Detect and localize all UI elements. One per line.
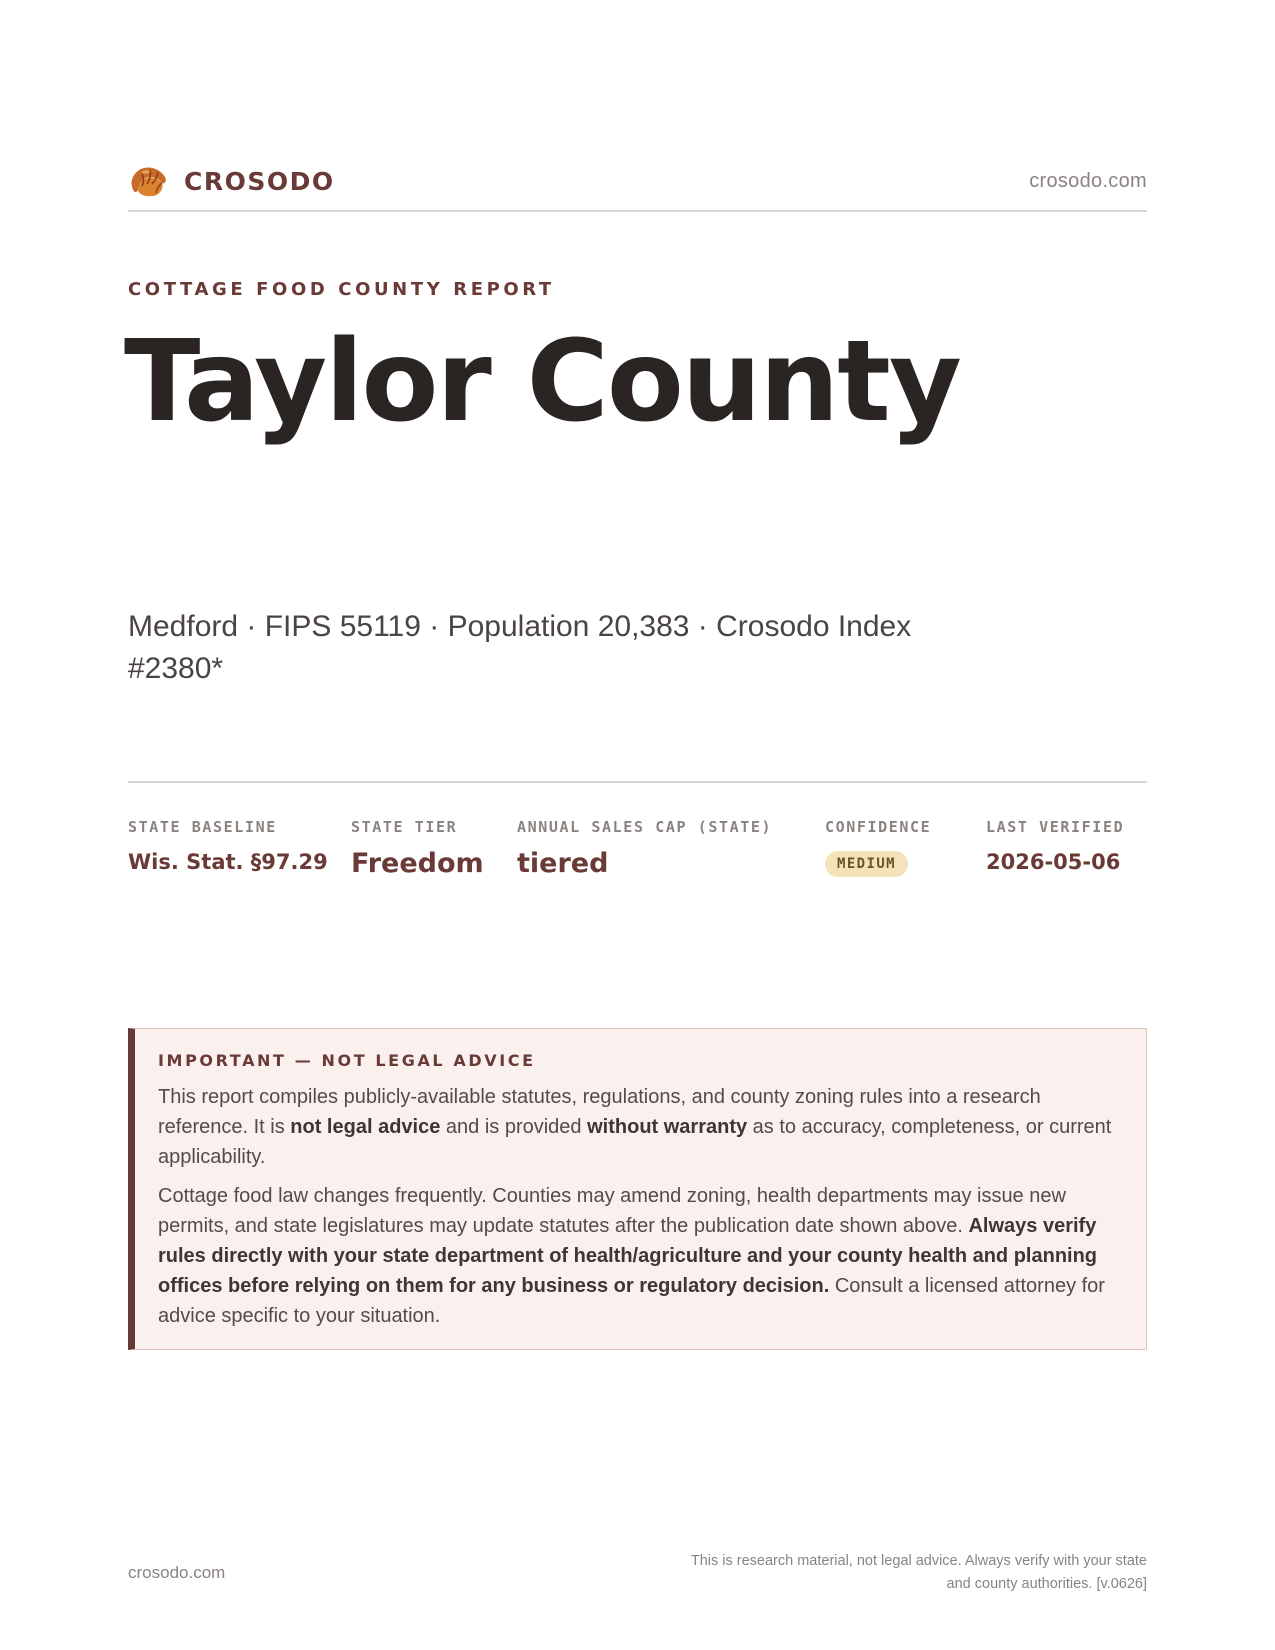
header bbox=[128, 158, 1147, 204]
notice-emphasis: not legal advice bbox=[290, 1116, 441, 1138]
footer-disclaimer bbox=[627, 1550, 1147, 1596]
brand[interactable] bbox=[128, 162, 335, 200]
stat-value: 2026-05-06 bbox=[986, 850, 1121, 874]
legal-notice bbox=[128, 1028, 1147, 1350]
stat-value: Freedom bbox=[351, 848, 484, 879]
county-subtitle: Medford · FIPS 55119 · Population 20,383 · Crosodo Index #2380* bbox=[128, 610, 912, 685]
confidence-badge: MEDIUM bbox=[825, 851, 908, 877]
stat-value: Wis. Stat. §97.29 bbox=[128, 850, 328, 874]
stat-annual-sales-cap bbox=[517, 818, 772, 879]
notice-text: Consult a licensed attorney for advice specific to your situation. bbox=[158, 1275, 1105, 1327]
footer-disclaimer-line: This is research material, not legal advice. Always verify with your state bbox=[690, 1553, 1147, 1569]
croissant-icon bbox=[128, 162, 170, 200]
stat-label: STATE BASELINE bbox=[128, 818, 277, 836]
page-title: Taylor County bbox=[124, 317, 960, 447]
stat-label: STATE TIER bbox=[351, 818, 458, 836]
stat-label: ANNUAL SALES CAP (STATE) bbox=[517, 818, 773, 836]
stat-value: tiered bbox=[517, 848, 609, 879]
stat-last-verified bbox=[986, 818, 1124, 874]
site-url[interactable]: crosodo.com bbox=[1029, 169, 1147, 192]
notice-text: Cottage food law changes frequently. Counties may amend zoning, health departments may issue new permits, and state legislatures may update statutes after the publication date shown above. bbox=[158, 1185, 1066, 1237]
notice-emphasis: without warranty bbox=[587, 1116, 748, 1138]
report-kicker: COTTAGE FOOD COUNTY REPORT bbox=[128, 279, 555, 300]
stat-label: CONFIDENCE bbox=[825, 818, 932, 836]
stat-state-tier bbox=[351, 818, 484, 879]
notice-text: as to accuracy, completeness, or current applicability. bbox=[158, 1116, 1112, 1168]
footer-url[interactable]: crosodo.com bbox=[128, 1563, 226, 1582]
notice-title: IMPORTANT — NOT LEGAL ADVICE bbox=[158, 1051, 536, 1070]
notice-text: This report compiles publicly-available statutes, regulations, and county zoning rules into a research reference. It is bbox=[158, 1086, 1041, 1138]
footer-disclaimer-line: and county authorities. [v.0626] bbox=[946, 1576, 1147, 1592]
stat-state-baseline bbox=[128, 818, 328, 874]
brand-name: CROSODO bbox=[184, 166, 335, 196]
stats-divider bbox=[128, 781, 1147, 783]
notice-text: and is provided bbox=[440, 1116, 588, 1138]
notice-paragraph-1 bbox=[158, 1082, 1120, 1172]
notice-paragraph-2 bbox=[158, 1181, 1120, 1331]
header-divider bbox=[128, 210, 1147, 212]
stat-confidence bbox=[825, 818, 931, 877]
stat-label: LAST VERIFIED bbox=[986, 818, 1125, 836]
notice-emphasis: Always verify rules directly with your state department of health/agriculture and your county health and planning offices before relying on them for any business or regulatory decision. bbox=[158, 1215, 1098, 1297]
